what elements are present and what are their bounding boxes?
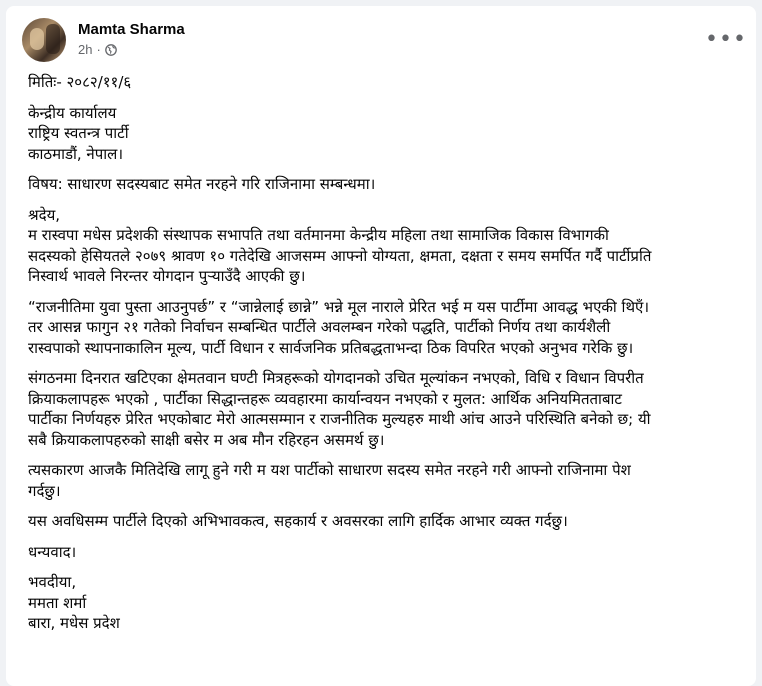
- letter-date: मितिः- २०८२/११/६: [28, 73, 132, 91]
- spacer: [28, 164, 748, 174]
- post-meta: [78, 42, 117, 57]
- author-name[interactable]: Mamta Sharma: [78, 21, 185, 38]
- letter-paragraph-1: म रास्वपा मधेस प्रदेशकी संस्थापक सभापति तथा वर्तमानमा केन्द्रीय महिला तथा सामाजिक विकास विभागकी सदस्यको हेसियतले २०७९ श्रावण १० गतेदेखि आजसम्म आफ्नो योग्यता, क्षमता, दक्षता र समय समर्पित गर्दै पार्टीप्रति निस्वार्थ भावले निरन्तर योगदान पुर्‍याउँदै आएकी छु।: [28, 226, 652, 285]
- spacer: [28, 287, 748, 297]
- spacer: [28, 532, 748, 542]
- letter-address: केन्द्रीय कार्यालय राष्ट्रिय स्वतन्त्र पार्टी काठमाडौं, नेपाल।: [28, 103, 129, 163]
- spacer: [28, 501, 748, 511]
- avatar-figure: [30, 28, 44, 50]
- letter-paragraph-5: यस अवधिसम्म पार्टीले दिएको अभिभावकत्व, सहकार्य र अवसरका लागि हार्दिक आभार व्यक्त गर्दछु।: [28, 512, 568, 530]
- avatar-figure-shadow: [46, 24, 60, 54]
- spacer: [28, 195, 748, 205]
- letter-subject: विषय: साधारण सदस्यबाट समेत नरहने गरि राजिनामा सम्बन्धमा।: [28, 175, 376, 193]
- globe-icon[interactable]: [105, 44, 117, 56]
- letter-thanks: धन्यवाद।: [28, 542, 77, 561]
- post-card: [6, 6, 756, 686]
- meta-separator: ·: [96, 42, 101, 57]
- post-time[interactable]: 2h: [78, 42, 93, 57]
- ellipsis-icon: •••: [705, 27, 747, 52]
- spacer: [28, 93, 748, 103]
- avatar[interactable]: [22, 18, 66, 62]
- letter-paragraph-2: “राजनीतिमा युवा पुस्ता आउनुपर्छ” र “जान्नेलाई छान्ने” भन्ने मूल नाराले प्रेरित भई म यस पार्टीमा आवद्ध भएकी थिएँ। तर आसन्न फागुन २१ गतेको निर्वाचन सम्बन्धित पार्टीले अवलम्बन गरेको पद्धति, पार्टीको निर्णय तथा कार्यशैली रास्वपाको स्थापनाकालिन मूल्य, पार्टी विधान र सार्वजनिक प्रतिबद्धताभन्दा ठिक विपरित भएको अनुभव गरेकि छु।: [28, 297, 650, 357]
- more-options-button[interactable]: [705, 27, 747, 52]
- letter-paragraph-4: त्यसकारण आजकै मितिदेखि लागू हुने गरी म यश पार्टीको साधारण सदस्य समेत नरहने गरी आफ्नो राजिनामा पेश गर्दछु।: [28, 461, 631, 500]
- spacer: [28, 358, 748, 368]
- spacer: [28, 450, 748, 460]
- letter-signoff: भवदीया, ममता शर्मा बारा, मधेस प्रदेश: [28, 573, 120, 632]
- letter-paragraph-3: संगठनमा दिनरात खटिएका क्षेमतवान घण्टी मित्रहरूको योगदानको उचित मूल्यांकन नभएको, विधि र विधान विपरीत क्रियाकलापहरू भएको , पार्टीका सिद्धान्तहरू व्यवहारमा कार्यान्वयन नभएको र मुलत: आर्थिक अनियमितताबाट पार्टीका निर्णयहरु प्रेरित भएकोबाट मेरो आत्मसम्मान र राजनीतिक मुल्यहरु माथी आंच आउने परिस्थिति बनेको छ; यी सबै क्रियाकलापहरुको साक्षी बसेर म अब मौन रहिरहन असमर्थ छु।: [28, 369, 651, 449]
- letter-salutation: श्रदेय,: [28, 205, 61, 224]
- spacer: [28, 562, 748, 572]
- post-header: [22, 18, 747, 64]
- post-text: [28, 72, 748, 634]
